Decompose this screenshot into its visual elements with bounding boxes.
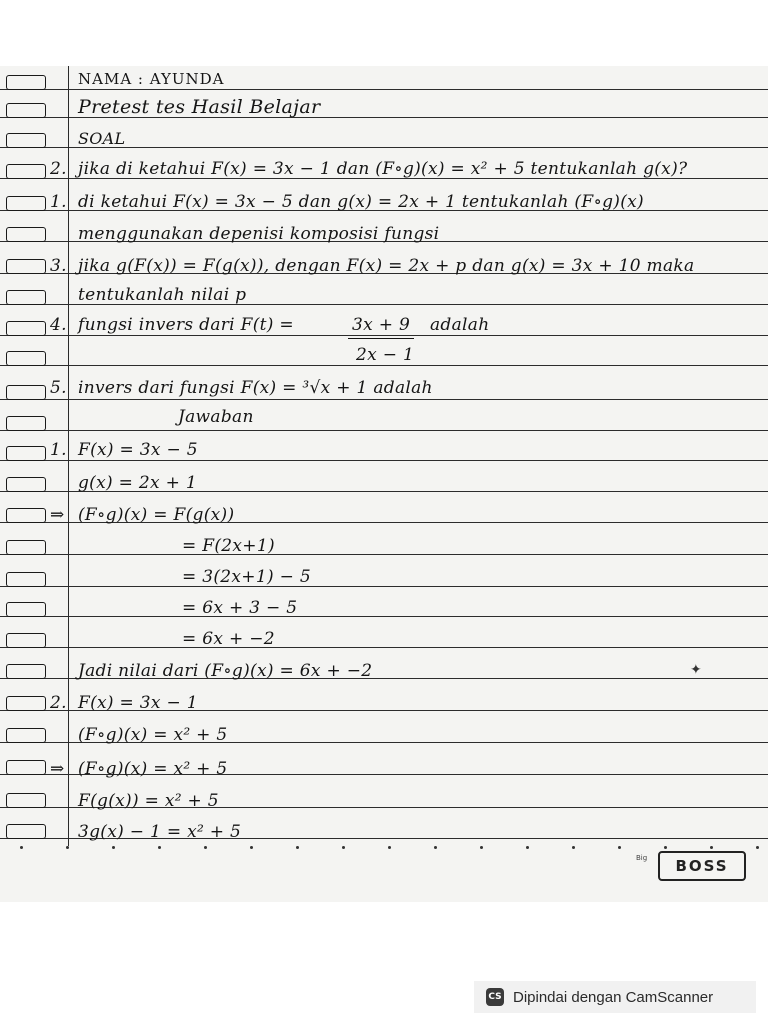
bottom-dot <box>342 846 345 849</box>
margin-checkbox <box>6 227 46 242</box>
answer-2-line-5: 3g(x) − 1 = x² + 5 <box>78 822 242 842</box>
ruled-line <box>0 586 768 587</box>
margin-checkbox <box>6 572 46 587</box>
ruled-line <box>0 616 768 617</box>
margin-checkbox <box>6 664 46 679</box>
answer-2-line-3: (F∘g)(x) = x² + 5 <box>78 759 228 779</box>
question-4-numerator: 3x + 9 <box>352 315 411 335</box>
ruled-line <box>0 365 768 366</box>
fraction-bar <box>348 338 414 339</box>
margin-checkbox <box>6 728 46 743</box>
question-1-text-cont: menggunakan depenisi komposisi fungsi <box>78 224 440 244</box>
question-5-number: 5. <box>50 378 67 398</box>
logo-small-text: Big <box>636 854 648 862</box>
bottom-dot <box>250 846 253 849</box>
question-4-text-end: adalah <box>430 315 490 335</box>
bottom-dot <box>112 846 115 849</box>
question-1-number: 1. <box>50 192 67 212</box>
margin-checkbox <box>6 321 46 336</box>
question-4-denominator: 2x − 1 <box>356 345 415 365</box>
ruled-line <box>0 554 768 555</box>
margin-checkbox <box>6 385 46 400</box>
answer-1-line-7: = 6x + −2 <box>182 629 275 649</box>
margin-checkbox <box>6 75 46 90</box>
answer-1-result: Jadi nilai dari (F∘g)(x) = 6x + −2 <box>78 661 373 681</box>
margin-checkbox <box>6 103 46 118</box>
bottom-dot <box>664 846 667 849</box>
margin-checkbox <box>6 540 46 555</box>
question-3-text-cont: tentukanlah nilai p <box>78 285 247 305</box>
answer-2-line-2: (F∘g)(x) = x² + 5 <box>78 725 228 745</box>
question-2-text: jika di ketahui F(x) = 3x − 1 dan (F∘g)(x) = x² + 5 tentukanlah g(x)? <box>78 159 688 179</box>
bottom-dot <box>480 846 483 849</box>
question-4-text: fungsi invers dari F(t) = <box>78 315 294 335</box>
ruled-line <box>0 89 768 90</box>
margin-checkbox <box>6 793 46 808</box>
bottom-dot <box>158 846 161 849</box>
answer-1-line-6: = 6x + 3 − 5 <box>182 598 298 618</box>
margin-checkbox <box>6 164 46 179</box>
student-name: NAMA : AYUNDA <box>78 70 225 88</box>
question-3-number: 3. <box>50 256 67 276</box>
bottom-dot <box>756 846 759 849</box>
margin-checkbox <box>6 760 46 775</box>
answer-2-arrow: ⇒ <box>50 759 65 779</box>
camscanner-text: Dipindai dengan CamScanner <box>513 988 714 1006</box>
answer-2-number: 2. <box>50 693 67 713</box>
margin-checkbox <box>6 416 46 431</box>
margin-checkbox <box>6 696 46 711</box>
answer-1-line-4: = F(2x+1) <box>182 536 275 556</box>
ruled-line <box>0 647 768 648</box>
answer-1-line-3: (F∘g)(x) = F(g(x)) <box>78 505 235 525</box>
answer-1-arrow: ⇒ <box>50 505 65 525</box>
bottom-dot <box>204 846 207 849</box>
margin-checkbox <box>6 259 46 274</box>
camscanner-icon: CS <box>486 988 504 1006</box>
margin-checkbox <box>6 508 46 523</box>
bottom-dot <box>618 846 621 849</box>
bottom-dot <box>388 846 391 849</box>
answer-1-line-2: g(x) = 2x + 1 <box>78 473 197 493</box>
answer-2-line-1: F(x) = 3x − 1 <box>78 693 198 713</box>
jawaban-heading: Jawaban <box>178 407 254 427</box>
question-1-text: di ketahui F(x) = 3x − 5 dan g(x) = 2x + 1 tentukanlah (F∘g)(x) <box>78 192 644 212</box>
notebook-brand-logo: BOSS <box>658 851 746 881</box>
question-4-number: 4. <box>50 315 67 335</box>
bottom-dot <box>434 846 437 849</box>
answer-1-number: 1. <box>50 440 67 460</box>
bottom-dot <box>526 846 529 849</box>
margin-checkbox <box>6 351 46 366</box>
pen-mark-icon: ✦ <box>690 662 702 678</box>
ruled-line <box>0 399 768 400</box>
soal-heading: SOAL <box>78 129 126 148</box>
bottom-dot <box>296 846 299 849</box>
margin-checkbox <box>6 196 46 211</box>
margin-checkbox <box>6 290 46 305</box>
margin-checkbox <box>6 633 46 648</box>
question-5-text: invers dari fungsi F(x) = ³√x + 1 adalah <box>78 378 433 398</box>
bottom-dot <box>710 846 713 849</box>
bottom-dot <box>572 846 575 849</box>
answer-1-line-1: F(x) = 3x − 5 <box>78 440 198 460</box>
margin-line <box>68 66 69 846</box>
answer-2-line-4: F(g(x)) = x² + 5 <box>78 791 219 811</box>
margin-checkbox <box>6 133 46 148</box>
margin-checkbox <box>6 446 46 461</box>
bottom-dot <box>66 846 69 849</box>
margin-checkbox <box>6 824 46 839</box>
answer-1-line-5: = 3(2x+1) − 5 <box>182 567 311 587</box>
ruled-line <box>0 430 768 431</box>
margin-checkbox <box>6 477 46 492</box>
question-2-number: 2. <box>50 159 67 179</box>
ruled-line <box>0 460 768 461</box>
page-title: Pretest tes Hasil Belajar <box>78 96 321 118</box>
margin-checkbox <box>6 602 46 617</box>
ruled-line <box>0 335 768 336</box>
question-3-text: jika g(F(x)) = F(g(x)), dengan F(x) = 2x + p dan g(x) = 3x + 10 maka <box>78 256 695 276</box>
camscanner-watermark <box>474 981 756 1013</box>
bottom-dot <box>20 846 23 849</box>
